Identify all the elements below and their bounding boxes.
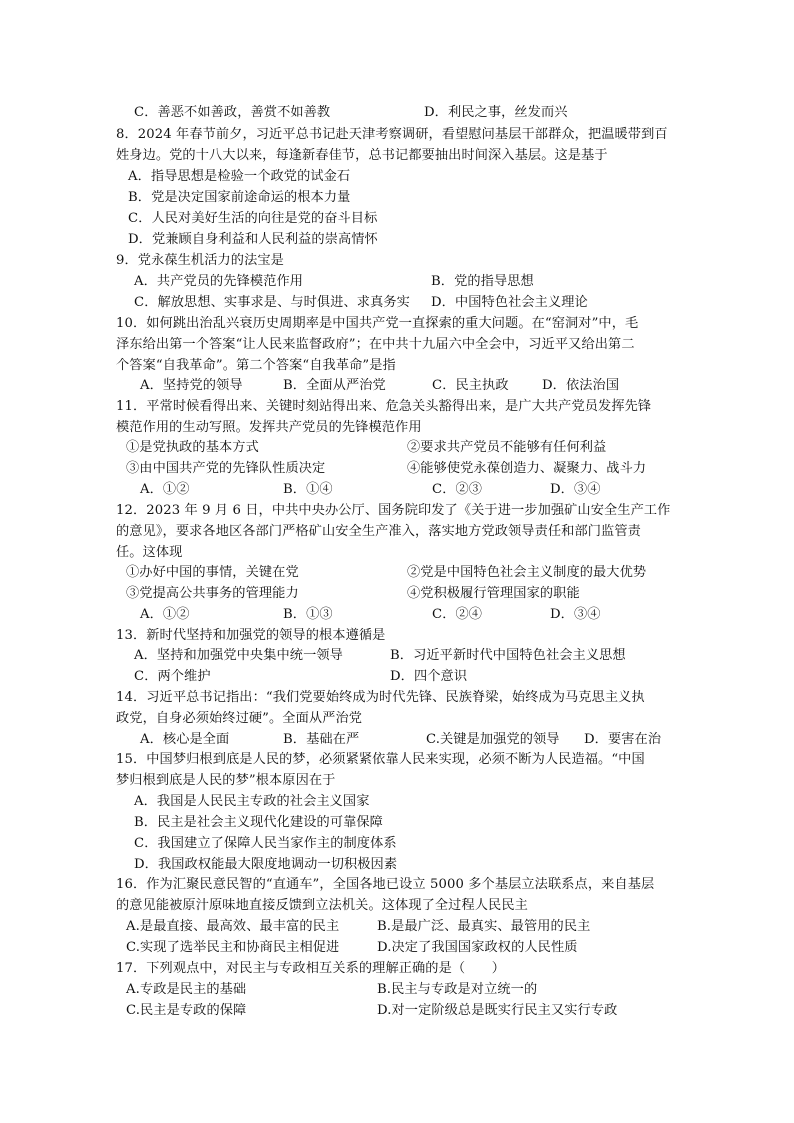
text-line-25-3: C．②④ [432,607,483,622]
text-line-1-2: D．利民之事，丝发而兴 [424,105,568,120]
text-line-5-1: B．党是决定国家前途命运的根本力量 [128,190,351,205]
text-line-25-1: A．①② [140,607,190,622]
text-line-10-2: D．中国特色社会主义理论 [431,295,588,310]
text-line-10-1: C．解放思想、实事求是、与时俱进、求真务实 [134,295,410,310]
text-line-17-1: ①是党执政的基本方式 [126,440,259,455]
text-line-25-4: D．③④ [550,607,601,622]
text-line-11-1: 10．如何跳出治乱兴衰历史周期率是中国共产党一直探索的重大问题。在“窑洞对”中，毛 [116,316,639,331]
text-line-3-1: 姓身边。党的十八大以来，每逢新春佳节，总书记都要抽出时间深入基层。这是基于 [116,148,608,163]
text-line-31-4: D．要害在治 [584,732,662,747]
text-line-26-1: 13．新时代坚持和加强党的领导的根本遵循是 [116,628,386,643]
text-line-31-2: B．基础在严 [283,732,360,747]
text-line-23-1: ①办好中国的事情，关键在党 [126,565,299,580]
text-line-18-1: ③由中国共产党的先锋队性质决定 [126,461,326,476]
text-line-33-1: 梦归根到底是人民的梦”根本原因在于 [116,773,336,788]
text-line-14-1: A．坚持党的领导 [140,378,243,393]
text-line-24-2: ④党积极履行管理国家的职能 [407,586,580,601]
text-line-27-2: B．习近平新时代中国特色社会主义思想 [390,648,626,663]
text-line-29-1: 14．习近平总书记指出：“我们党要始终成为时代先锋、民族脊梁，始终成为马克思主义执 [116,690,645,705]
text-line-22-1: 任。这体现 [116,545,183,560]
text-line-31-1: A．核心是全面 [140,732,230,747]
text-line-9-2: B．党的指导思想 [431,274,534,289]
text-line-28-2: D．四个意识 [390,669,468,684]
text-line-1-1: C．善恶不如善政，善赏不如善教 [134,105,331,120]
text-line-14-3: C．民主执政 [432,378,509,393]
text-line-41-1: C.实现了选举民主和协商民主相促进 [126,940,340,955]
text-line-12-1: 泽东给出第一个答案“让人民来监督政府”；在中共十九届六中全会中，习近平又给出第二 [116,337,635,352]
text-line-34-1: A．我国是人民民主专政的社会主义国家 [134,794,370,809]
text-line-7-1: D．党兼顾自身利益和人民利益的崇高情怀 [128,232,378,247]
text-line-19-3: C．②③ [432,482,483,497]
text-line-39-1: 的意见能被原汁原味地直接反馈到立法机关。这体现了全过程人民民主 [116,898,528,913]
text-line-14-4: D．依法治国 [542,378,620,393]
text-line-19-4: D．③④ [550,482,601,497]
text-line-43-1: A.专政是民主的基础 [126,982,247,997]
text-line-28-1: C．两个维护 [134,669,211,684]
text-line-40-2: B.是最广泛、最真实、最管用的民主 [377,919,591,934]
text-line-44-1: C.民主是专政的保障 [126,1003,247,1018]
text-line-14-2: B．全面从严治党 [283,378,386,393]
text-line-9-1: A．共产党员的先锋模范作用 [134,274,304,289]
text-line-15-1: 11．平常时候看得出来、关键时刻站得出来、危急关头豁得出来，是广大共产党员发挥先锋 [116,399,652,414]
text-line-44-2: D.对一定阶级总是既实行民主又实行专政 [377,1003,618,1018]
text-line-2-1: 8．2024 年春节前夕，习近平总书记赴天津考察调研，看望慰问基层干部群众，把温暖带到百 [116,127,668,142]
text-line-18-2: ④能够使党永葆创造力、凝聚力、战斗力 [407,461,647,476]
text-line-17-2: ②要求共产党员不能够有任何利益 [407,440,607,455]
text-line-30-1: 政党，自身必须始终过硬”。全面从严治党 [116,711,363,726]
text-line-36-1: C．我国建立了保障人民当家作主的制度体系 [134,836,397,851]
text-line-23-2: ②党是中国特色社会主义制度的最大优势 [407,565,647,580]
text-line-25-2: B．①③ [283,607,333,622]
text-line-38-1: 16．作为汇聚民意民智的“直通车”，全国各地已设立 5000 多个基层立法联系点，来自基层 [116,877,655,892]
text-line-20-1: 12．2023 年 9 月 6 日，中共中央办公厅、国务院印发了《关于进一步加强矿山安全生产工作 [116,503,671,518]
text-line-35-1: B．民主是社会主义现代化建设的可靠保障 [134,815,383,830]
text-line-41-2: D.决定了我国国家政权的人民性质 [377,940,578,955]
text-line-31-3: C.关键是加强党的领导 [426,732,560,747]
text-line-4-1: A．指导思想是检验一个政党的试金石 [128,169,351,184]
text-line-42-1: 17．下列观点中，对民主与专政相互关系的理解正确的是（ ） [116,961,506,976]
text-line-6-1: C．人民对美好生活的向往是党的奋斗目标 [128,211,378,226]
text-line-8-1: 9．党永葆生机活力的法宝是 [116,253,284,268]
text-line-37-1: D．我国政权能最大限度地调动一切积极因素 [134,857,398,872]
text-line-27-1: A．坚持和加强党中央集中统一领导 [134,648,343,663]
text-line-16-1: 模范作用的生动写照。发挥共产党员的先锋模范作用 [116,420,422,435]
text-line-40-1: A.是最直接、最高效、最丰富的民主 [126,919,340,934]
text-line-19-2: B．①④ [283,482,333,497]
text-line-43-2: B.民主与专政是对立统一的 [377,982,538,997]
text-line-24-1: ③党提高公共事务的管理能力 [126,586,299,601]
text-line-21-1: 的意见》，要求各地区各部门严格矿山安全生产准入，落实地方党政领导责任和部门监管责 [116,524,641,539]
text-line-32-1: 15．中国梦归根到底是人民的梦，必须紧紧依靠人民来实现，必须不断为人民造福。“中国 [116,752,645,767]
text-line-13-1: 个答案“自我革命”。第二个答案“自我革命”是指 [116,358,396,373]
text-line-19-1: A．①② [140,482,190,497]
